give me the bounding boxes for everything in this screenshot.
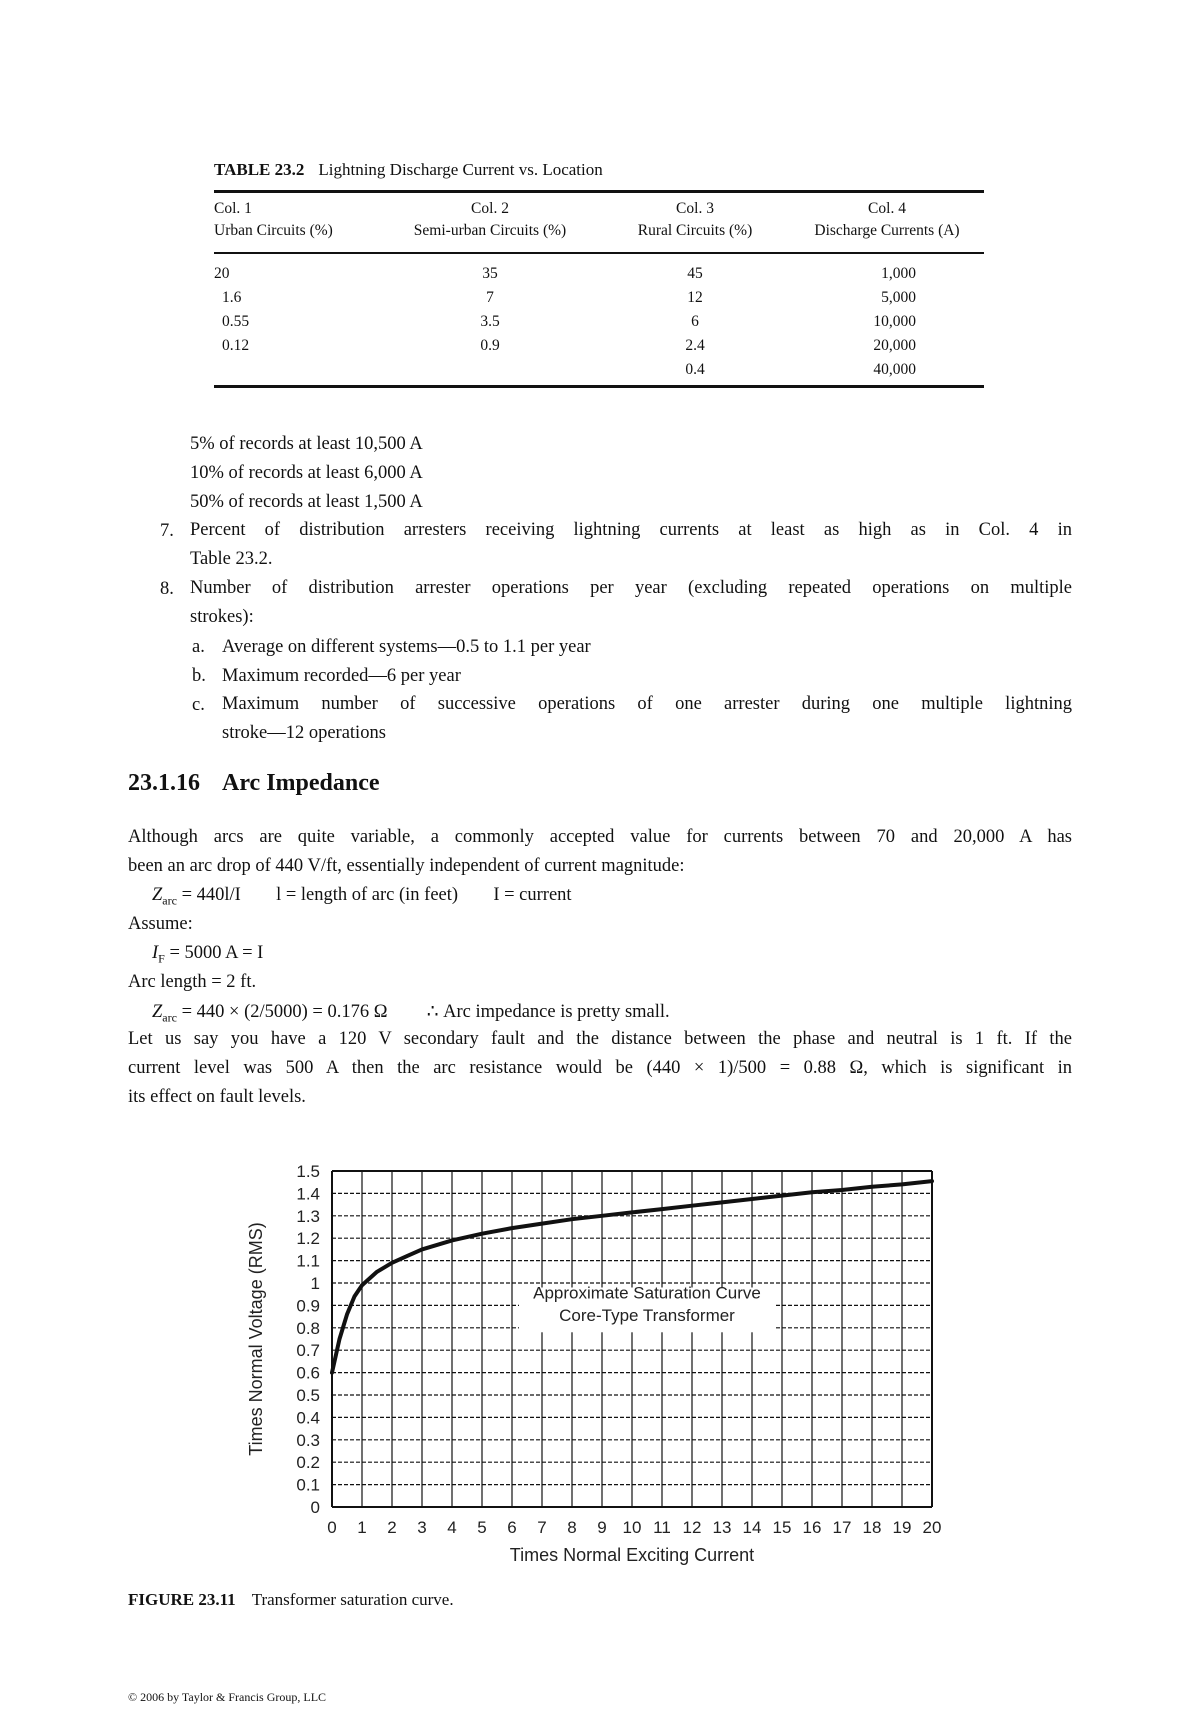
y-tick-label-0.7: 0.7 — [296, 1341, 320, 1361]
chart-x-ticks — [327, 1518, 941, 1537]
paragraph-2-line3: its effect on fault levels. — [128, 1087, 306, 1107]
col3-header-top: Col. 3 — [676, 200, 714, 217]
section-number: 23.1.16 — [128, 770, 200, 796]
x-tick-label-3: 3 — [417, 1518, 427, 1537]
cell-r1-c3: 5,000 — [881, 289, 916, 306]
figure-caption-text: Transformer saturation curve. — [251, 1590, 454, 1609]
formula-arc-impedance-value — [152, 1001, 670, 1026]
formula3-sub: arc — [162, 1010, 177, 1025]
formula1-lhs: Z — [152, 885, 163, 905]
x-tick-label-4: 4 — [447, 1518, 457, 1537]
cell-r4-c3: 40,000 — [873, 361, 916, 378]
x-tick-label-13: 13 — [712, 1518, 732, 1537]
record-line-3: 50% of records at least 1,500 A — [190, 492, 423, 512]
col4-header — [790, 200, 984, 240]
col4-header-top: Col. 4 — [868, 200, 906, 217]
chart-x-axis-label: Times Normal Exciting Current — [509, 1545, 755, 1565]
figure-label: FIGURE 23.11 — [128, 1590, 236, 1609]
table-top-rule — [214, 190, 984, 193]
record-line-2: 10% of records at least 6,000 A — [190, 463, 423, 483]
x-tick-label-6: 6 — [507, 1518, 517, 1537]
cell-r2-c2: 6 — [691, 313, 699, 330]
formula3-rhs: = 440 × (2/5000) = 0.176 Ω — [176, 1002, 388, 1022]
subitem-c-line2: stroke—12 operations — [222, 723, 386, 743]
y-tick-label-0.3: 0.3 — [296, 1430, 320, 1450]
x-tick-label-20: 20 — [922, 1518, 942, 1537]
subitem-c-marker: c. — [192, 695, 205, 715]
col2-header — [390, 200, 590, 240]
cell-r1-c2: 12 — [687, 289, 703, 306]
y-tick-label-1.5: 1.5 — [296, 1162, 320, 1181]
cell-r0-c0: 20 — [214, 265, 230, 282]
y-tick-label-1.4: 1.4 — [296, 1184, 320, 1204]
y-tick-label-0.4: 0.4 — [296, 1408, 320, 1428]
formula3-therefore: ∴ Arc impedance is pretty small. — [426, 1002, 670, 1022]
item-7-line1: Percent of distribution arresters receiving lightning currents at least as high as in Col. 4 in — [190, 520, 1072, 540]
subitem-b-text: Maximum recorded—6 per year — [222, 666, 461, 686]
x-tick-label-14: 14 — [742, 1518, 762, 1537]
x-tick-label-17: 17 — [832, 1518, 852, 1537]
item-7-marker: 7. — [160, 521, 174, 541]
cell-r2-c0: 0.55 — [222, 313, 250, 330]
item-8-line2: strokes): — [190, 607, 254, 627]
y-tick-label-1.2: 1.2 — [296, 1229, 320, 1249]
col3-header — [610, 200, 780, 240]
x-tick-label-8: 8 — [567, 1518, 577, 1537]
formula2-lhs: I — [152, 943, 159, 963]
col1-header-top: Col. 1 — [214, 200, 252, 217]
item-8 — [190, 574, 1072, 632]
table-title: Lightning Discharge Current vs. Location — [318, 160, 603, 179]
figure-caption — [128, 1590, 454, 1610]
x-tick-label-7: 7 — [537, 1518, 547, 1537]
chart-y-axis-label: Times Normal Voltage (RMS) — [246, 1222, 266, 1456]
formula1-def2: I = current — [493, 885, 572, 905]
subitem-a-marker: a. — [192, 637, 205, 657]
y-tick-label-0.9: 0.9 — [296, 1296, 320, 1316]
formula2-sub: F — [158, 951, 165, 966]
y-tick-label-1: 1 — [310, 1274, 320, 1293]
y-tick-label-0.6: 0.6 — [296, 1363, 320, 1383]
col1-header — [214, 200, 333, 240]
saturation-chart — [240, 1155, 960, 1575]
paragraph-1-line1: Although arcs are quite variable, a commonly accepted value for currents between 70 and 20,000 A has — [128, 827, 1072, 847]
cell-r0-c3: 1,000 — [881, 265, 916, 282]
x-tick-label-15: 15 — [772, 1518, 792, 1537]
formula1-sub: arc — [162, 893, 177, 908]
cell-r2-c3: 10,000 — [873, 313, 916, 330]
col2-header-bottom: Semi-urban Circuits (%) — [413, 222, 567, 239]
formula-arc-impedance — [152, 885, 572, 909]
x-tick-label-11: 11 — [653, 1518, 671, 1537]
x-tick-label-0: 0 — [327, 1518, 337, 1537]
subitem-b-marker: b. — [192, 666, 206, 686]
section-heading — [128, 770, 380, 797]
cell-r1-c1: 7 — [486, 289, 494, 306]
y-tick-label-0: 0 — [310, 1498, 320, 1517]
cell-r3-c1: 0.9 — [480, 337, 500, 354]
y-tick-label-0.1: 0.1 — [296, 1475, 320, 1495]
y-tick-label-0.8: 0.8 — [296, 1318, 320, 1338]
copyright-footer: © 2006 by Taylor & Francis Group, LLC — [128, 1690, 327, 1704]
x-tick-label-19: 19 — [892, 1518, 912, 1537]
formula3-lhs: Z — [152, 1002, 163, 1022]
formula2-rhs: = 5000 A = I — [164, 943, 264, 963]
table-header-rule — [214, 252, 984, 254]
table-label: TABLE 23.2 — [214, 160, 305, 179]
cell-r4-c2: 0.4 — [685, 361, 705, 378]
chart-annotation-line2: Core-Type Transformer — [559, 1306, 735, 1326]
y-tick-label-0.5: 0.5 — [296, 1386, 320, 1405]
formula1-rhs: = 440l/I — [176, 885, 241, 905]
x-tick-label-12: 12 — [682, 1518, 702, 1537]
cell-r3-c2: 2.4 — [685, 337, 705, 354]
x-tick-label-10: 10 — [622, 1518, 642, 1537]
cell-r1-c0: 1.6 — [222, 289, 242, 306]
record-line-1: 5% of records at least 10,500 A — [190, 434, 423, 454]
y-tick-label-0.2: 0.2 — [296, 1453, 320, 1473]
subitem-c — [222, 690, 1072, 748]
table-caption — [214, 160, 603, 180]
cell-r0-c2: 45 — [687, 265, 703, 282]
paragraph-2-line1: Let us say you have a 120 V secondary fault and the distance between the phase and neutral is 1 ft. If the — [128, 1029, 1072, 1049]
subitem-c-line1: Maximum number of successive operations of one arrester during one multiple lightning — [222, 694, 1072, 714]
paragraph-1 — [128, 823, 1072, 881]
chart-grid — [332, 1171, 932, 1507]
item-8-marker: 8. — [160, 579, 174, 599]
x-tick-label-2: 2 — [387, 1518, 397, 1537]
paragraph-2-line2: current level was 500 A then the arc resistance would be (440 × 1)/500 = 0.88 Ω, which is significant in — [128, 1058, 1072, 1078]
x-tick-label-5: 5 — [477, 1518, 487, 1537]
formula-fault-current — [152, 943, 263, 967]
x-tick-label-9: 9 — [597, 1518, 607, 1537]
section-title: Arc Impedance — [222, 770, 380, 796]
assume-label: Assume: — [128, 914, 193, 934]
x-tick-label-16: 16 — [802, 1518, 822, 1537]
cell-r3-c3: 20,000 — [873, 337, 916, 354]
item-7-line2: Table 23.2. — [190, 549, 273, 569]
subitem-a-text: Average on different systems—0.5 to 1.1 per year — [222, 637, 591, 657]
paragraph-2 — [128, 1025, 1072, 1112]
y-tick-label-1.3: 1.3 — [296, 1206, 320, 1226]
formula1-def1: l = length of arc (in feet) — [276, 885, 459, 905]
cell-r2-c1: 3.5 — [480, 313, 500, 330]
col1-header-bottom: Urban Circuits (%) — [214, 222, 333, 239]
item-8-line1: Number of distribution arrester operations per year (excluding repeated operations on multiple — [190, 578, 1072, 598]
cell-r0-c1: 35 — [482, 265, 498, 282]
chart-annotation-line1: Approximate Saturation Curve — [533, 1283, 761, 1303]
arc-length-line: Arc length = 2 ft. — [128, 972, 257, 992]
cell-r3-c0: 0.12 — [222, 337, 250, 354]
x-tick-label-1: 1 — [357, 1518, 367, 1537]
y-tick-label-1.1: 1.1 — [296, 1251, 320, 1271]
paragraph-1-line2: been an arc drop of 440 V/ft, essentially independent of current magnitude: — [128, 856, 685, 876]
col2-header-top: Col. 2 — [471, 200, 509, 217]
x-tick-label-18: 18 — [862, 1518, 882, 1537]
col3-header-bottom: Rural Circuits (%) — [637, 222, 753, 239]
item-7 — [190, 516, 1072, 574]
chart-y-ticks — [296, 1162, 320, 1517]
table-bottom-rule — [214, 385, 984, 388]
col4-header-bottom: Discharge Currents (A) — [814, 222, 960, 239]
